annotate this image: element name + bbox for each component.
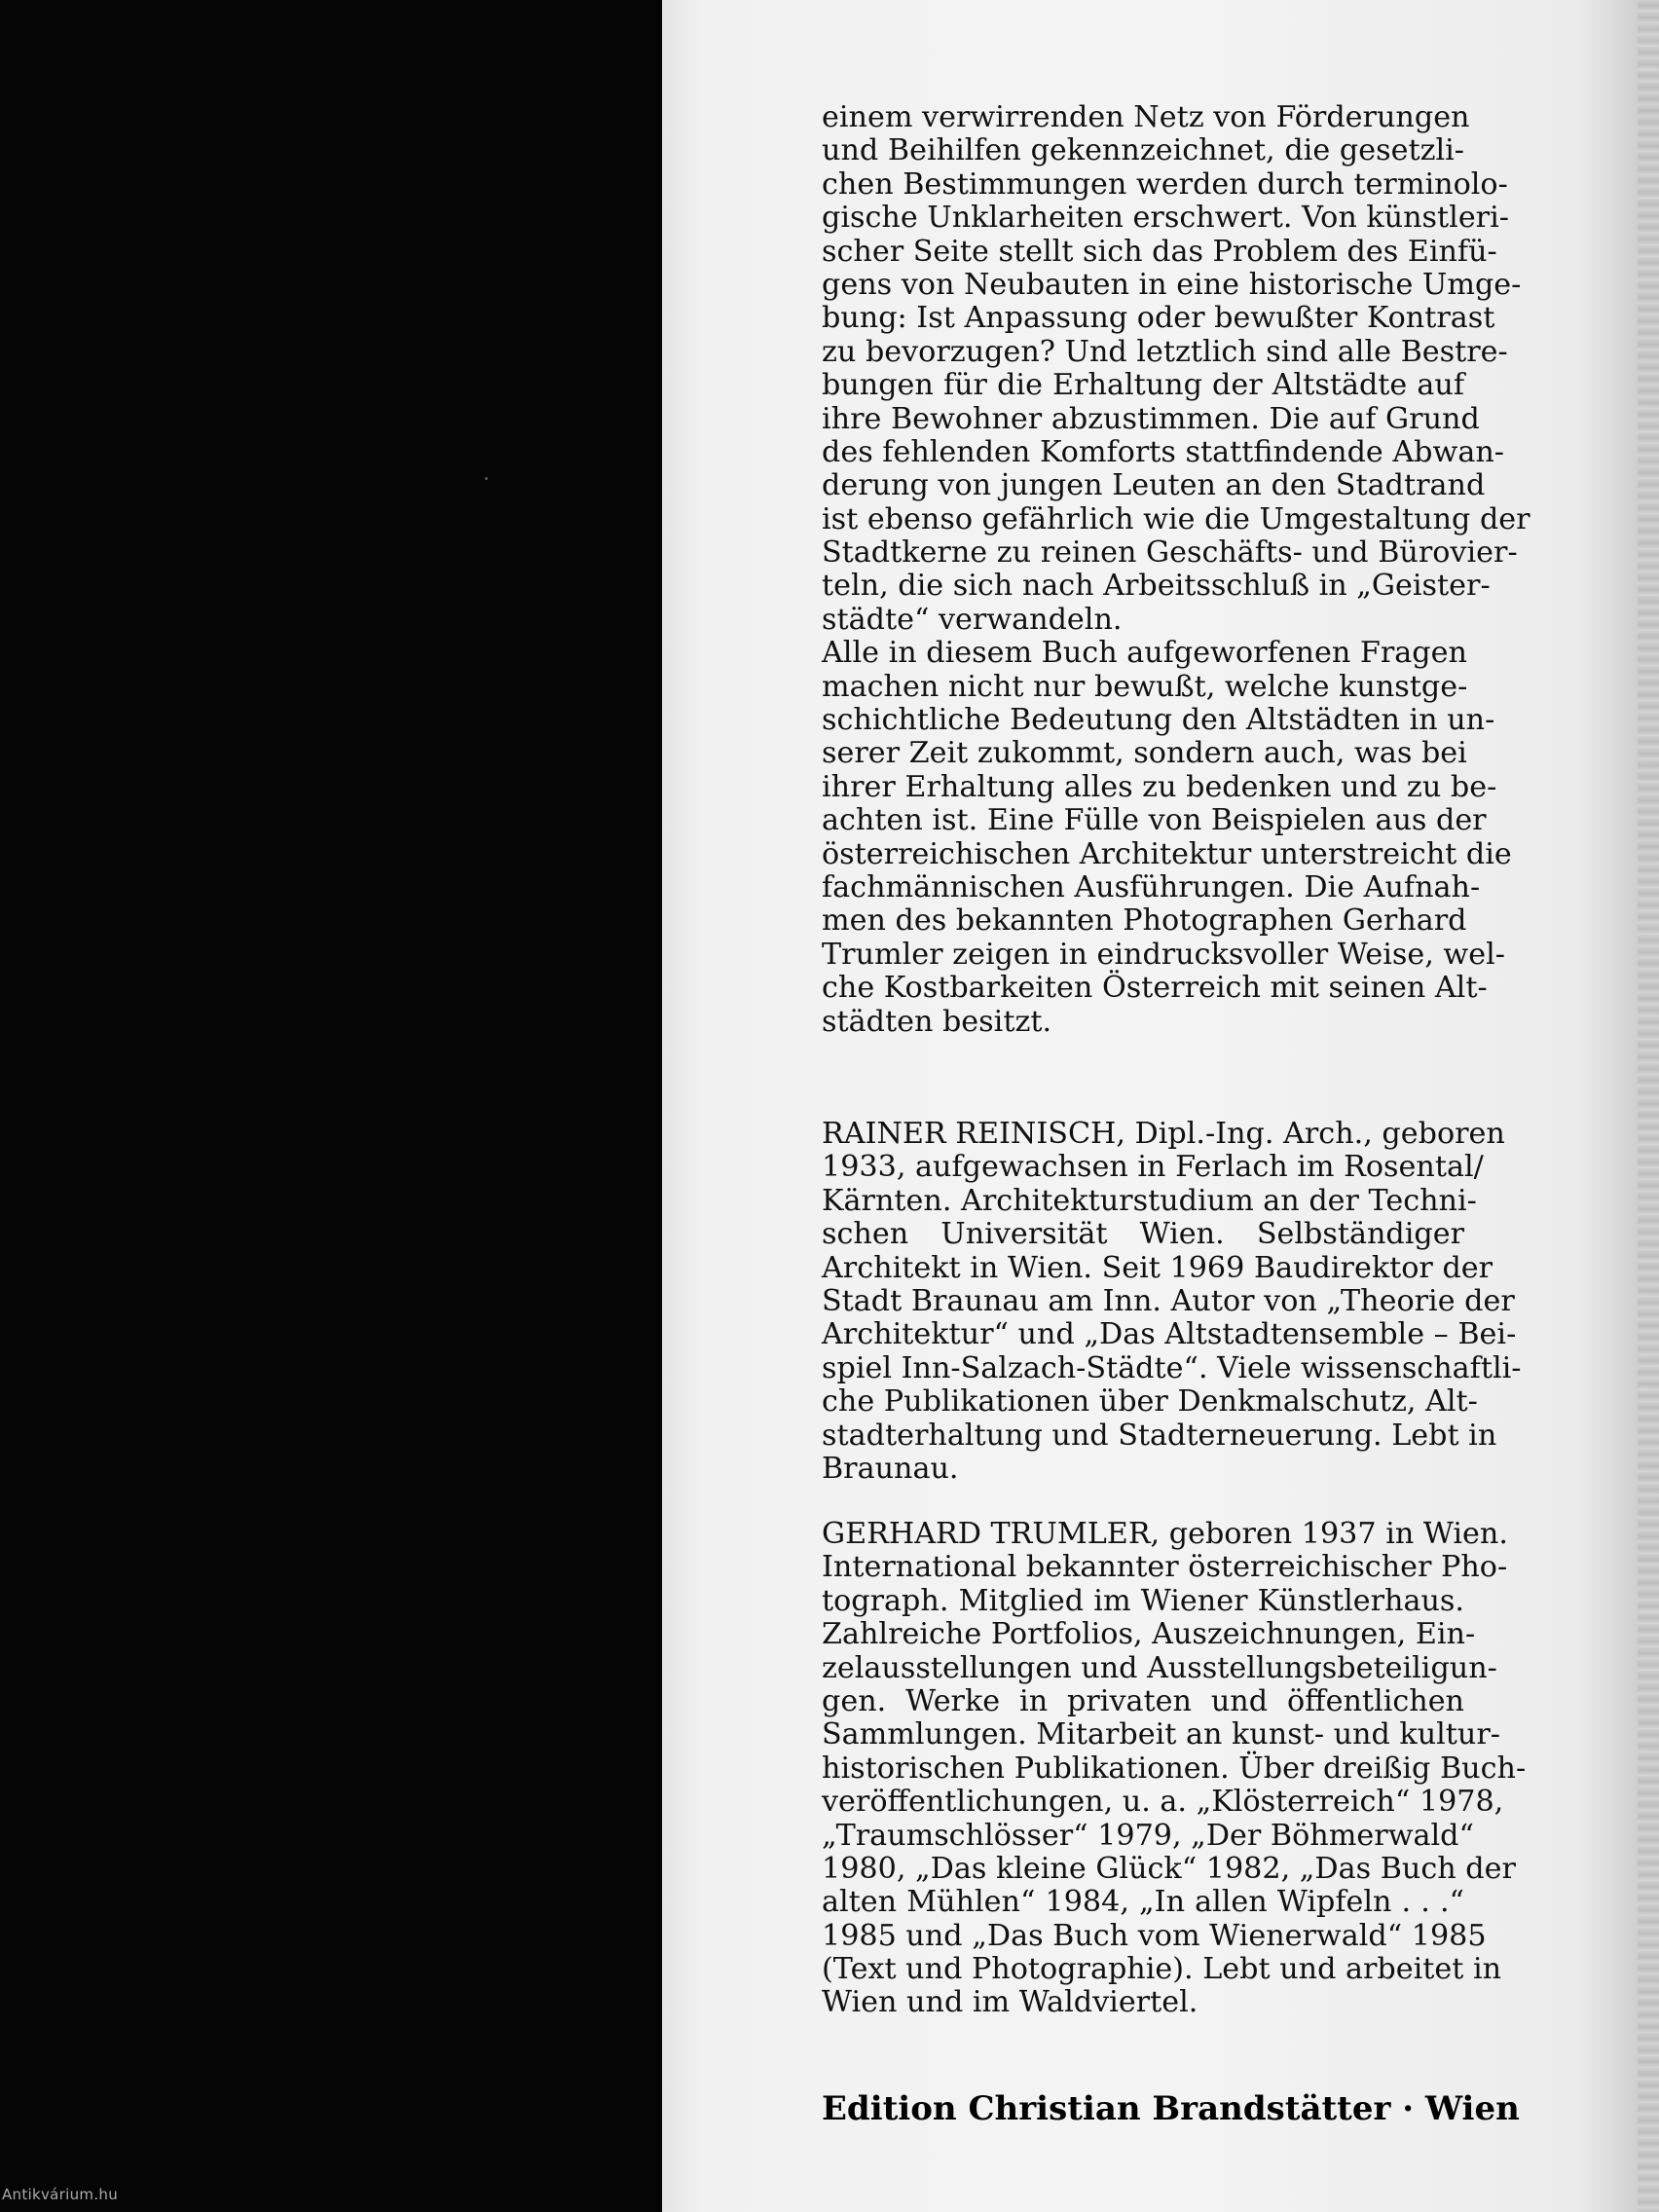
text-line: tograph. Mitglied im Wiener Künstlerhaus. [822, 1583, 1464, 1618]
text-line: Architekt in Wien. Seit 1969 Baudirektor der [822, 1250, 1493, 1285]
text-line: machen nicht nur bewußt, welche kunstge- [822, 669, 1468, 704]
text-line: 1985 und „Das Buch vom Wienerwald“ 1985 [822, 1918, 1487, 1953]
photographer-bio-trumler [822, 1517, 1527, 2020]
text-line: ihre Bewohner abzustimmen. Die auf Grund [822, 401, 1480, 436]
text-line: spiel Inn-Salzach-Städte“. Viele wissenschaftli- [822, 1350, 1522, 1385]
text-line: chen Bestimmungen werden durch terminolo- [822, 166, 1508, 202]
text-line: zelausstellungen und Ausstellungsbeteiligun- [822, 1650, 1497, 1685]
text-line: che Publikationen über Denkmalschutz, Alt- [822, 1384, 1478, 1419]
blurb-paragraph [822, 100, 1530, 1039]
text-line: bung: Ist Anpassung oder bewußter Kontrast [822, 301, 1495, 336]
text-line: ihrer Erhaltung alles zu bedenken und zu be- [822, 769, 1497, 804]
text-line: Sammlungen. Mitarbeit an kunst- und kultur- [822, 1717, 1501, 1752]
text-line: men des bekannten Photographen Gerhard [822, 903, 1467, 939]
text-line: „Traumschlösser“ 1979, „Der Böhmerwald“ [822, 1818, 1474, 1853]
watermark-text: Antikvárium.hu [2, 2186, 119, 2203]
text-line: 1980, „Das kleine Glück“ 1982, „Das Buch der [822, 1851, 1516, 1886]
text-line: stadterhaltung und Stadterneuerung. Lebt in [822, 1418, 1497, 1453]
text-line: achten ist. Eine Fülle von Beispielen aus der [822, 803, 1487, 838]
text-line: Alle in diesem Buch aufgeworfenen Fragen [822, 636, 1467, 671]
text-line: veröffentlichungen, u. a. „Klösterreich“ 1978, [822, 1785, 1504, 1820]
text-line: Architektur“ und „Das Altstadtensemble – Bei- [822, 1317, 1517, 1352]
text-line: Stadt Braunau am Inn. Autor von „Theorie der [822, 1283, 1515, 1318]
text-line: teln, die sich nach Arbeitsschluß in „Geister- [822, 569, 1491, 604]
text-line: 1933, aufgewachsen in Ferlach im Rosental/ [822, 1150, 1484, 1185]
page-edge [1638, 0, 1659, 2212]
text-line: International bekannter österreichischer Pho- [822, 1550, 1508, 1585]
text-line: Braunau. [822, 1451, 959, 1486]
text-line: historischen Publikationen. Über dreißig Buch- [822, 1751, 1527, 1786]
text-line: gische Unklarheiten erschwert. Von künstleri- [822, 201, 1509, 236]
text-line: RAINER REINISCH, Dipl.-Ing. Arch., geboren [822, 1117, 1505, 1151]
text-line: städten besitzt. [822, 1004, 1052, 1039]
text-line: alten Mühlen“ 1984, „In allen Wipfeln . . .“ [822, 1885, 1464, 1920]
dark-background-panel [0, 0, 670, 2212]
text-line: serer Zeit zukommt, sondern auch, was bei [822, 736, 1467, 771]
text-line: des fehlenden Komforts stattfindende Abwan- [822, 434, 1504, 469]
text-line: zu bevorzugen? Und letztlich sind alle Bestre- [822, 334, 1508, 369]
text-line: Wien und im Waldviertel. [822, 1985, 1198, 2020]
text-line: che Kostbarkeiten Österreich mit seinen Alt- [822, 971, 1488, 1006]
text-line: gens von Neubauten in eine historische Umge- [822, 267, 1522, 302]
book-back-cover [662, 0, 1659, 2212]
text-line: ist ebenso gefährlich wie die Umgestaltung der [822, 501, 1530, 536]
dust-speck [485, 477, 488, 480]
text-line: Kärnten. Architekturstudium an der Techni- [822, 1183, 1477, 1218]
author-bio-reinisch [822, 1117, 1522, 1486]
text-line: Trumler zeigen in eindrucksvoller Weise, wel- [822, 937, 1505, 972]
text-line: Zahlreiche Portfolios, Auszeichnungen, Ein- [822, 1617, 1476, 1652]
text-line: österreichischen Architektur unterstreicht die [822, 836, 1512, 871]
text-line: derung von jungen Leuten an den Stadtrand [822, 468, 1486, 503]
text-line: gen. Werke in privaten und öffentlichen [822, 1683, 1464, 1718]
text-line: und Beihilfen gekennzeichnet, die gesetzli- [822, 133, 1464, 168]
text-line: einem verwirrenden Netz von Förderungen [822, 100, 1470, 134]
text-line: Stadtkerne zu reinen Geschäfts- und Bürovier- [822, 535, 1518, 571]
text-line: schichtliche Bedeutung den Altstädten in un- [822, 703, 1495, 738]
text-line: schen Universität Wien. Selbständiger [822, 1217, 1464, 1252]
publisher-imprint: Edition Christian Brandstätter · Wien [822, 2089, 1520, 2128]
text-line: (Text und Photographie). Lebt und arbeitet in [822, 1952, 1502, 1987]
text-line: GERHARD TRUMLER, geboren 1937 in Wien. [822, 1517, 1508, 1551]
text-line: städte“ verwandeln. [822, 602, 1123, 637]
text-line: bungen für die Erhaltung der Altstädte auf [822, 368, 1464, 403]
text-line: scher Seite stellt sich das Problem des Einfü- [822, 234, 1497, 269]
text-line: fachmännischen Ausführungen. Die Aufnah- [822, 869, 1481, 904]
